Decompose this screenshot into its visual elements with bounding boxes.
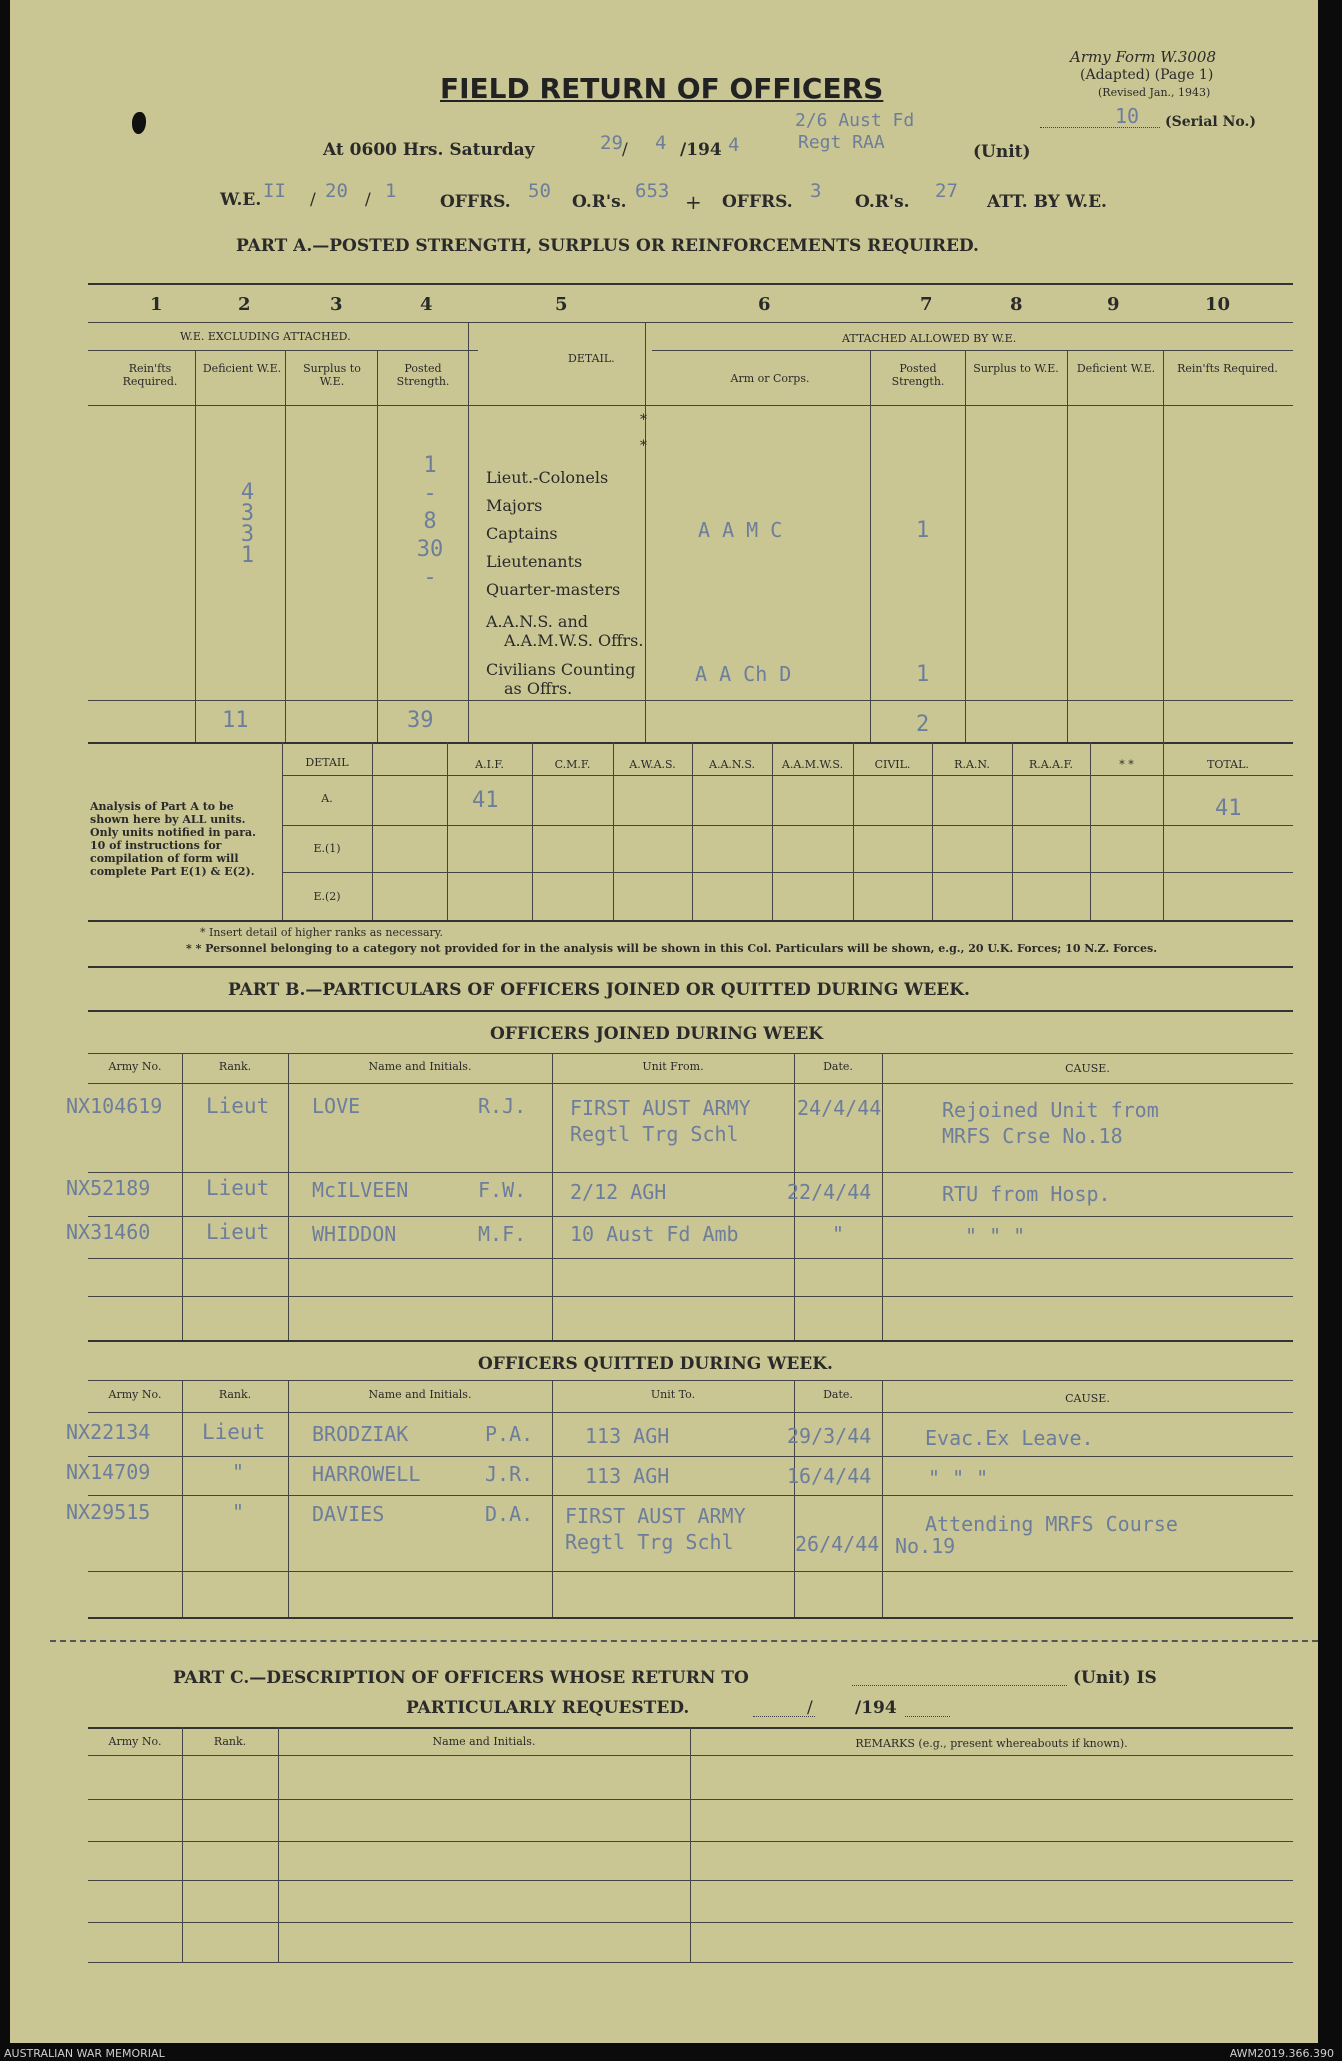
an-row-e2: E.(2) bbox=[313, 890, 341, 903]
q-row2-name: HARROWELL bbox=[312, 1462, 421, 1486]
col-num-6: 6 bbox=[758, 294, 771, 315]
q-row2-init: J.R. bbox=[485, 1462, 534, 1486]
year-digit: 4 bbox=[728, 134, 740, 156]
rank-majors: Majors bbox=[486, 496, 543, 515]
q-row1-date: 29/3/44 bbox=[787, 1424, 872, 1448]
j-hdr-date: Date. bbox=[823, 1060, 853, 1073]
hdr-surplus: Surplus to W.E. bbox=[303, 362, 361, 388]
deficient-majors: 3 bbox=[240, 501, 255, 526]
serial-value: 10 bbox=[1115, 104, 1140, 128]
part-c-requested: PARTICULARLY REQUESTED. bbox=[406, 1698, 690, 1718]
footer-left: AUSTRALIAN WAR MEMORIAL bbox=[4, 2047, 165, 2060]
arm-aachd: A A Ch D bbox=[695, 662, 792, 686]
an-hdr-civil: CIVIL. bbox=[874, 758, 911, 771]
we-3: 1 bbox=[385, 180, 397, 202]
total-att-posted: 2 bbox=[916, 712, 930, 737]
q-row3-cause2: No.19 bbox=[895, 1534, 956, 1558]
deficient-lieutenants: 1 bbox=[240, 543, 255, 568]
c-hdr-name: Name and Initials. bbox=[432, 1735, 536, 1748]
form-paper: Army Form W.3008 (Adapted) (Page 1) (Revised Jan., 1943) FIELD RETURN OF OFFICERS At 0600 Hrs. Saturday 29 / 4 /194 4 2/6 Aust Fd Regt RAA (Unit) 10 (Serial No.) W.E. II / 20 / 1 OFFRS. 50 O.R's. 653 + OFFRS. 3 O.R's. 27 ATT. BY W.E. PART A.—POSTED STRENGTH, SURPLUS OR REINFORCEMENTS REQUIRED. 1 2 3 4 5 6 7 8 9 10 W.E. EXCLUDING ATTACHED. ATTACHED ALLOWED BY W.E. DETAIL. Rein'fts Required. Deficient W.E. Surplus to W.E. Posted Strength. Arm or Corps. Posted Strength. Surplus to W.E. Deficient W.E. Rein'fts Required. * * Lieut.-Colonels Majors Captains Lieutenants Quarter-masters A.A.N.S. and A.A.M.W.S. Offrs. Civilians Counting as Offrs. 4 3 3 1 1 - 8 30 - A A M C A A Ch D 1 1 11 39 2 Analysis of Part A to be shown here by ALL units. Only units notified in para. 10 of instructions for compilation of form will complete Part E(1) & E(2). DETAIL A.I.F. C.M.F. A.W.A.S. A.A.N.S. A.A.M.W.S. CIVIL. R.A.N. R.A.A.F. * * TOTAL. A. E.(1) E.(2) 41 41 * Insert detail of higher ranks as necessary. * * Personnel belonging to a category not provided for in the analysis will be shown in this Col. Particulars will be shown, e.g., 20 U.K. Forces; 10 N.Z. Forces. PART B.—PARTICULARS OF OFFICERS JOINED OR QUITTED DURING WEEK. OFFICERS JOINED DURING WEEK Army No. Rank. Name and Initials. Unit From. Date. CAUSE. NX104619 Lieut LOVE R.J. FIRST AUST ARMY Regtl Trg Schl 24/4/44 Rejoined Unit from MRFS Crse No.18 NX52189 Lieut McILVEEN F.W. 2/12 AGH 22/4/44 RTU from Hosp. NX31460 Lieut WHIDDON M.F. 10 Aust Fd Amb " " " " OFFICERS QUITTED DURING WEEK. Army No. Rank. Name and Initials. Unit To. Date. CAUSE. NX22134 Lieut BRODZIAK P.A. 113 AGH 29/3/44 Evac.Ex Leave. NX14709 " HARROWELL J.R. 113 AGH 16/4/44 " " " NX29515 " DAVIES D.A. FIRST AUST ARMY Regtl Trg Schl 26/4/44 Attending MRFS Course No.19 PART C.—DESCRIPTION OF OFFICERS WHOSE RETURN TO (Unit) IS PARTICULARLY REQUESTED. / /194 Army No. Rank. Name and Initials. REMARKS (e.g., present whereabouts if known). bbox=[10, 0, 1318, 2043]
hdr-reinfts: Rein'fts Required. bbox=[122, 362, 178, 388]
we-label: W.E. bbox=[220, 190, 262, 210]
footer-right: AWM2019.366.390 bbox=[1229, 2047, 1334, 2060]
hdr-att-surplus: Surplus to W.E. bbox=[973, 362, 1059, 375]
att-posted-2: 1 bbox=[916, 662, 930, 687]
an-aif-value: 41 bbox=[472, 788, 499, 813]
q-hdr-date: Date. bbox=[823, 1388, 853, 1401]
j-row3-no: NX31460 bbox=[66, 1220, 151, 1244]
hdr-arm: Arm or Corps. bbox=[730, 372, 810, 385]
j-row3-name: WHIDDON bbox=[312, 1222, 397, 1246]
q-row3-rank: " bbox=[232, 1500, 245, 1524]
hdr-att-reinfts: Rein'fts Required. bbox=[1177, 362, 1278, 375]
q-hdr-army-no: Army No. bbox=[108, 1388, 162, 1401]
q-row2-no: NX14709 bbox=[66, 1460, 151, 1484]
att-posted-1: 1 bbox=[916, 518, 930, 543]
j-hdr-name: Name and Initials. bbox=[368, 1060, 472, 1073]
posted-lt-col: 1 bbox=[423, 453, 437, 478]
deficient-lt-col: 4 bbox=[240, 480, 255, 505]
j-hdr-cause: CAUSE. bbox=[1065, 1062, 1110, 1075]
we-1: II bbox=[263, 180, 286, 202]
q-row3-unit2: Regtl Trg Schl bbox=[565, 1530, 734, 1554]
joined-title: OFFICERS JOINED DURING WEEK bbox=[490, 1024, 824, 1044]
ink-blot bbox=[132, 112, 146, 134]
an-row-a: A. bbox=[321, 792, 333, 805]
col-num-3: 3 bbox=[330, 294, 343, 315]
j-row3-unit: 10 Aust Fd Amb bbox=[570, 1222, 739, 1246]
rank-civilians: Civilians Counting bbox=[486, 660, 636, 679]
unit-label: (Unit) bbox=[973, 142, 1031, 162]
j-row3-date: " bbox=[832, 1222, 845, 1246]
an-hdr-aans: A.A.N.S. bbox=[709, 758, 755, 771]
q-row1-no: NX22134 bbox=[66, 1420, 151, 1444]
col-num-9: 9 bbox=[1107, 294, 1120, 315]
j-row1-date: 24/4/44 bbox=[797, 1096, 882, 1120]
col-num-4: 4 bbox=[420, 294, 433, 315]
j-hdr-army-no: Army No. bbox=[108, 1060, 162, 1073]
q-hdr-name: Name and Initials. bbox=[368, 1388, 472, 1401]
j-hdr-rank: Rank. bbox=[218, 1060, 252, 1073]
q-row3-date: 26/4/44 bbox=[795, 1532, 880, 1556]
j-row3-init: M.F. bbox=[478, 1222, 527, 1246]
j-row1-init: R.J. bbox=[478, 1094, 527, 1118]
q-row3-name: DAVIES bbox=[312, 1502, 385, 1526]
arm-aamc: A A M C bbox=[698, 518, 783, 542]
posted-qm: - bbox=[423, 565, 437, 590]
q-hdr-rank: Rank. bbox=[218, 1388, 252, 1401]
rank-star-2: * bbox=[640, 438, 647, 454]
deficient-captains: 3 bbox=[240, 522, 255, 547]
serial-label: (Serial No.) bbox=[1165, 114, 1256, 130]
an-hdr-detail: DETAIL bbox=[305, 756, 349, 769]
posted-captains: 8 bbox=[423, 509, 437, 534]
ors2-label: O.R's. bbox=[855, 192, 910, 212]
part-b-title: PART B.—PARTICULARS OF OFFICERS JOINED OR QUITTED DURING WEEK. bbox=[228, 980, 970, 1000]
col-num-2: 2 bbox=[238, 294, 251, 315]
an-row-e1: E.(1) bbox=[313, 842, 341, 855]
an-hdr-ran: R.A.N. bbox=[954, 758, 990, 771]
page-title: FIELD RETURN OF OFFICERS bbox=[440, 72, 884, 105]
j-row1-cause: Rejoined Unit from bbox=[942, 1098, 1159, 1122]
j-row3-rank: Lieut bbox=[206, 1220, 270, 1244]
part-a-title: PART A.—POSTED STRENGTH, SURPLUS OR REINFORCEMENTS REQUIRED. bbox=[236, 236, 979, 256]
plus-sign: + bbox=[685, 190, 702, 214]
form-ref-line3: (Revised Jan., 1943) bbox=[1098, 86, 1211, 99]
j-row2-cause: RTU from Hosp. bbox=[942, 1182, 1111, 1206]
c-hdr-army-no: Army No. bbox=[108, 1735, 162, 1748]
j-row2-unit: 2/12 AGH bbox=[570, 1180, 667, 1204]
posted-lieutenants: 30 bbox=[416, 537, 444, 562]
offrs2-label: OFFRS. bbox=[722, 192, 793, 212]
analysis-note: Analysis of Part A to be shown here by ALL units. Only units notified in para. 10 of instructions for compilation of form will complete Part E(1) & E(2). bbox=[90, 800, 256, 878]
an-hdr-cmf: C.M.F. bbox=[554, 758, 591, 771]
an-hdr-aif: A.I.F. bbox=[475, 758, 504, 771]
col-num-10: 10 bbox=[1205, 294, 1231, 315]
j-row2-rank: Lieut bbox=[206, 1176, 270, 1200]
q-row3-no: NX29515 bbox=[66, 1500, 151, 1524]
detail-heading: DETAIL. bbox=[568, 352, 615, 365]
we-2: 20 bbox=[325, 180, 348, 202]
rank-aans: A.A.N.S. and bbox=[486, 612, 588, 631]
rank-aamws: A.A.M.W.S. Offrs. bbox=[504, 631, 644, 650]
rank-as-offrs: as Offrs. bbox=[504, 679, 573, 698]
q-row3-unit: FIRST AUST ARMY bbox=[565, 1504, 746, 1528]
rank-lt-col: Lieut.-Colonels bbox=[486, 468, 609, 487]
q-row1-cause: Evac.Ex Leave. bbox=[925, 1426, 1094, 1450]
part-c-title-b: (Unit) IS bbox=[1073, 1668, 1157, 1688]
hdr-att-deficient: Deficient W.E. bbox=[1076, 362, 1156, 375]
hdr-att-posted: Posted Strength. bbox=[891, 362, 945, 388]
j-row1-unit: FIRST AUST ARMY bbox=[570, 1096, 751, 1120]
offrs-value: 50 bbox=[528, 180, 551, 202]
q-row2-rank: " bbox=[232, 1460, 245, 1484]
at-label: At 0600 Hrs. Saturday bbox=[323, 140, 535, 160]
an-hdr-other: * * bbox=[1119, 758, 1134, 771]
j-row1-unit2: Regtl Trg Schl bbox=[570, 1122, 739, 1146]
rank-captains: Captains bbox=[486, 524, 558, 543]
offrs2-value: 3 bbox=[810, 180, 822, 202]
c-hdr-remarks: REMARKS (e.g., present whereabouts if known). bbox=[855, 1737, 1128, 1750]
an-total-value: 41 bbox=[1215, 796, 1242, 821]
offrs-label: OFFRS. bbox=[440, 192, 511, 212]
col-num-5: 5 bbox=[555, 294, 568, 315]
j-row2-init: F.W. bbox=[478, 1178, 527, 1202]
rank-qm: Quarter-masters bbox=[486, 580, 621, 599]
q-row3-cause: Attending MRFS Course bbox=[925, 1512, 1178, 1536]
att-group-heading: ATTACHED ALLOWED BY W.E. bbox=[842, 332, 1017, 345]
q-row1-rank: Lieut bbox=[202, 1420, 266, 1444]
form-ref-line2: (Adapted) (Page 1) bbox=[1080, 67, 1214, 83]
j-row1-rank: Lieut bbox=[206, 1094, 270, 1118]
ors-label: O.R's. bbox=[572, 192, 627, 212]
j-row1-no: NX104619 bbox=[66, 1094, 163, 1118]
q-row1-unit: 113 AGH bbox=[585, 1424, 670, 1448]
j-row2-no: NX52189 bbox=[66, 1176, 151, 1200]
part-c-year: /194 bbox=[855, 1698, 897, 1718]
col-num-8: 8 bbox=[1010, 294, 1023, 315]
quitted-title: OFFICERS QUITTED DURING WEEK. bbox=[478, 1354, 833, 1374]
an-hdr-raaf: R.A.A.F. bbox=[1028, 758, 1074, 771]
hdr-deficient: Deficient W.E. bbox=[202, 362, 282, 375]
total-posted: 39 bbox=[407, 708, 434, 733]
col-num-1: 1 bbox=[150, 294, 163, 315]
we-group-heading: W.E. EXCLUDING ATTACHED. bbox=[180, 330, 351, 343]
j-row2-date: 22/4/44 bbox=[787, 1180, 872, 1204]
ors2-value: 27 bbox=[935, 180, 958, 202]
rank-star-1: * bbox=[640, 412, 647, 428]
date-month: 4 bbox=[655, 132, 667, 154]
q-hdr-cause: CAUSE. bbox=[1065, 1392, 1110, 1405]
footnote-1: * Insert detail of higher ranks as necessary. bbox=[200, 926, 444, 939]
year-prefix: /194 bbox=[680, 140, 722, 160]
an-hdr-awas: A.W.A.S. bbox=[629, 758, 676, 771]
part-c-title-a: PART C.—DESCRIPTION OF OFFICERS WHOSE RETURN TO bbox=[173, 1668, 749, 1688]
q-row1-init: P.A. bbox=[485, 1422, 534, 1446]
form-ref-line1: Army Form W.3008 bbox=[1070, 48, 1216, 66]
q-row2-cause: " " " bbox=[928, 1466, 989, 1490]
an-hdr-aamws: A.A.M.W.S. bbox=[781, 758, 844, 771]
q-row1-name: BRODZIAK bbox=[312, 1422, 409, 1446]
c-hdr-rank: Rank. bbox=[213, 1735, 247, 1748]
j-row3-cause: " " " bbox=[965, 1224, 1026, 1248]
ors-value: 653 bbox=[635, 180, 670, 202]
j-row2-name: McILVEEN bbox=[312, 1178, 409, 1202]
q-row2-unit: 113 AGH bbox=[585, 1464, 670, 1488]
q-row3-init: D.A. bbox=[485, 1502, 534, 1526]
an-hdr-total: TOTAL. bbox=[1207, 758, 1249, 771]
j-hdr-unit-from: Unit From. bbox=[642, 1060, 704, 1073]
j-row1-name: LOVE bbox=[312, 1094, 361, 1118]
q-hdr-unit-to: Unit To. bbox=[650, 1388, 696, 1401]
col-num-7: 7 bbox=[920, 294, 933, 315]
total-deficient: 11 bbox=[222, 708, 249, 733]
j-row1-cause2: MRFS Crse No.18 bbox=[942, 1124, 1123, 1148]
unit-typed-1: 2/6 Aust Fd bbox=[795, 110, 915, 131]
rank-lieutenants: Lieutenants bbox=[486, 552, 583, 571]
att-label: ATT. BY W.E. bbox=[987, 192, 1107, 212]
unit-typed-2: Regt RAA bbox=[798, 132, 885, 153]
q-row2-date: 16/4/44 bbox=[787, 1464, 872, 1488]
footnote-2: * * Personnel belonging to a category not provided for in the analysis will be shown in this Col. Particulars will be shown, e.g., 20 U.K. Forces; 10 N.Z. Forces. bbox=[186, 942, 1158, 955]
date-day: 29 bbox=[600, 132, 623, 154]
posted-majors: - bbox=[423, 481, 437, 506]
hdr-posted: Posted Strength. bbox=[396, 362, 450, 388]
